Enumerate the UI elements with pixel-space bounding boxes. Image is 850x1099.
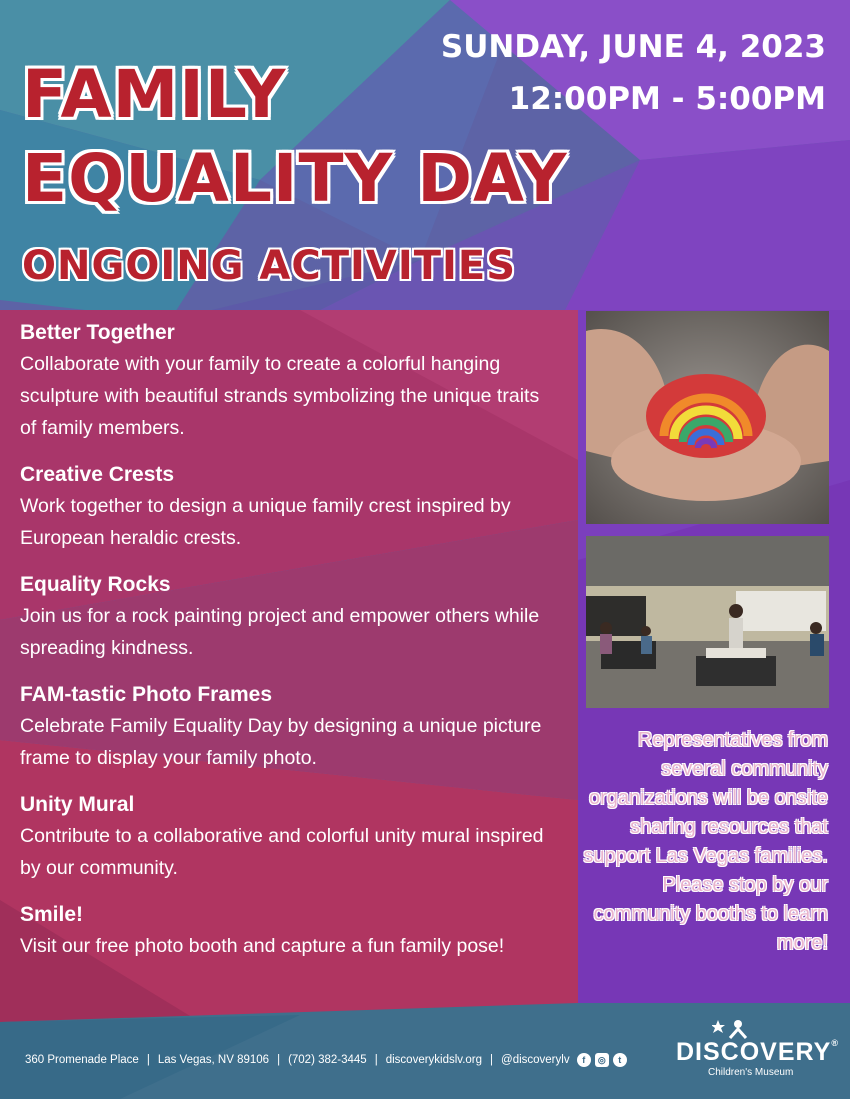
activity-title: Unity Mural [20,793,135,816]
representatives-text: Representatives from several community organizations will be onsite sharing resources that support Las Vegas families. Please stop by our community booths to learn more! [583,729,828,954]
activity-description: Contribute to a collaborative and colorful unity mural inspired by our community. [20,825,544,879]
activity-item [20,318,560,444]
activity-item [20,460,560,554]
footer-separator: | [146,1054,150,1067]
logo-wordmark-text: DISCOVERY [676,1038,832,1066]
footer-city: Las Vegas, NV 89106 [157,1054,270,1067]
activity-description: Visit our free photo booth and capture a fun family pose! [20,935,505,957]
star-figure-icon [712,1018,752,1040]
footer-separator: | [490,1054,494,1067]
activity-description: Celebrate Family Equality Day by designing a unique picture frame to display your family photo. [20,715,542,769]
discovery-logo [672,1018,839,1078]
activity-title: FAM-tastic Photo Frames [20,683,273,706]
activity-item [20,790,560,884]
activity-title: Creative Crests [20,463,175,486]
activity-description: Collaborate with your family to create a colorful hanging sculpture with beautiful strands symbolizing the unique traits of family members. [20,353,540,439]
activity-title: Smile! [20,903,84,926]
footer-separator: | [277,1054,281,1067]
twitter-icon[interactable]: t [613,1053,627,1067]
activity-description: Work together to design a unique family crest inspired by European heraldic crests. [20,495,511,549]
footer-separator: | [374,1054,378,1067]
facebook-icon[interactable]: f [577,1053,591,1067]
footer-address: 360 Promenade Place [25,1054,139,1067]
event-title-line-1: FAMILY [22,56,287,133]
logo-wordmark [676,1038,839,1067]
footer-website[interactable]: discoverykidslv.org [385,1054,483,1067]
footer-handle: @discoverylv [501,1054,570,1067]
rainbow-rock-photo [586,311,829,524]
footer-contact [25,1053,627,1067]
activity-title: Equality Rocks [20,573,171,596]
event-subtitle: ONGOING ACTIVITIES [22,243,517,289]
logo-registered: ® [831,1038,839,1048]
event-title-line-2: EQUALITY DAY [22,140,568,217]
activity-title: Better Together [20,321,175,344]
community-booths-photo [586,536,829,708]
event-time: 12:00PM - 5:00PM [508,81,826,117]
activity-item [20,900,560,962]
activity-description: Join us for a rock painting project and empower others while spreading kindness. [20,605,540,659]
activity-item [20,680,560,774]
footer-phone: (702) 382-3445 [288,1054,367,1067]
activities-list [0,310,578,1022]
logo-tagline: Children's Museum [708,1067,794,1078]
event-date: SUNDAY, JUNE 4, 2023 [440,29,826,65]
instagram-icon[interactable]: ◎ [595,1053,609,1067]
activity-item [20,570,560,664]
